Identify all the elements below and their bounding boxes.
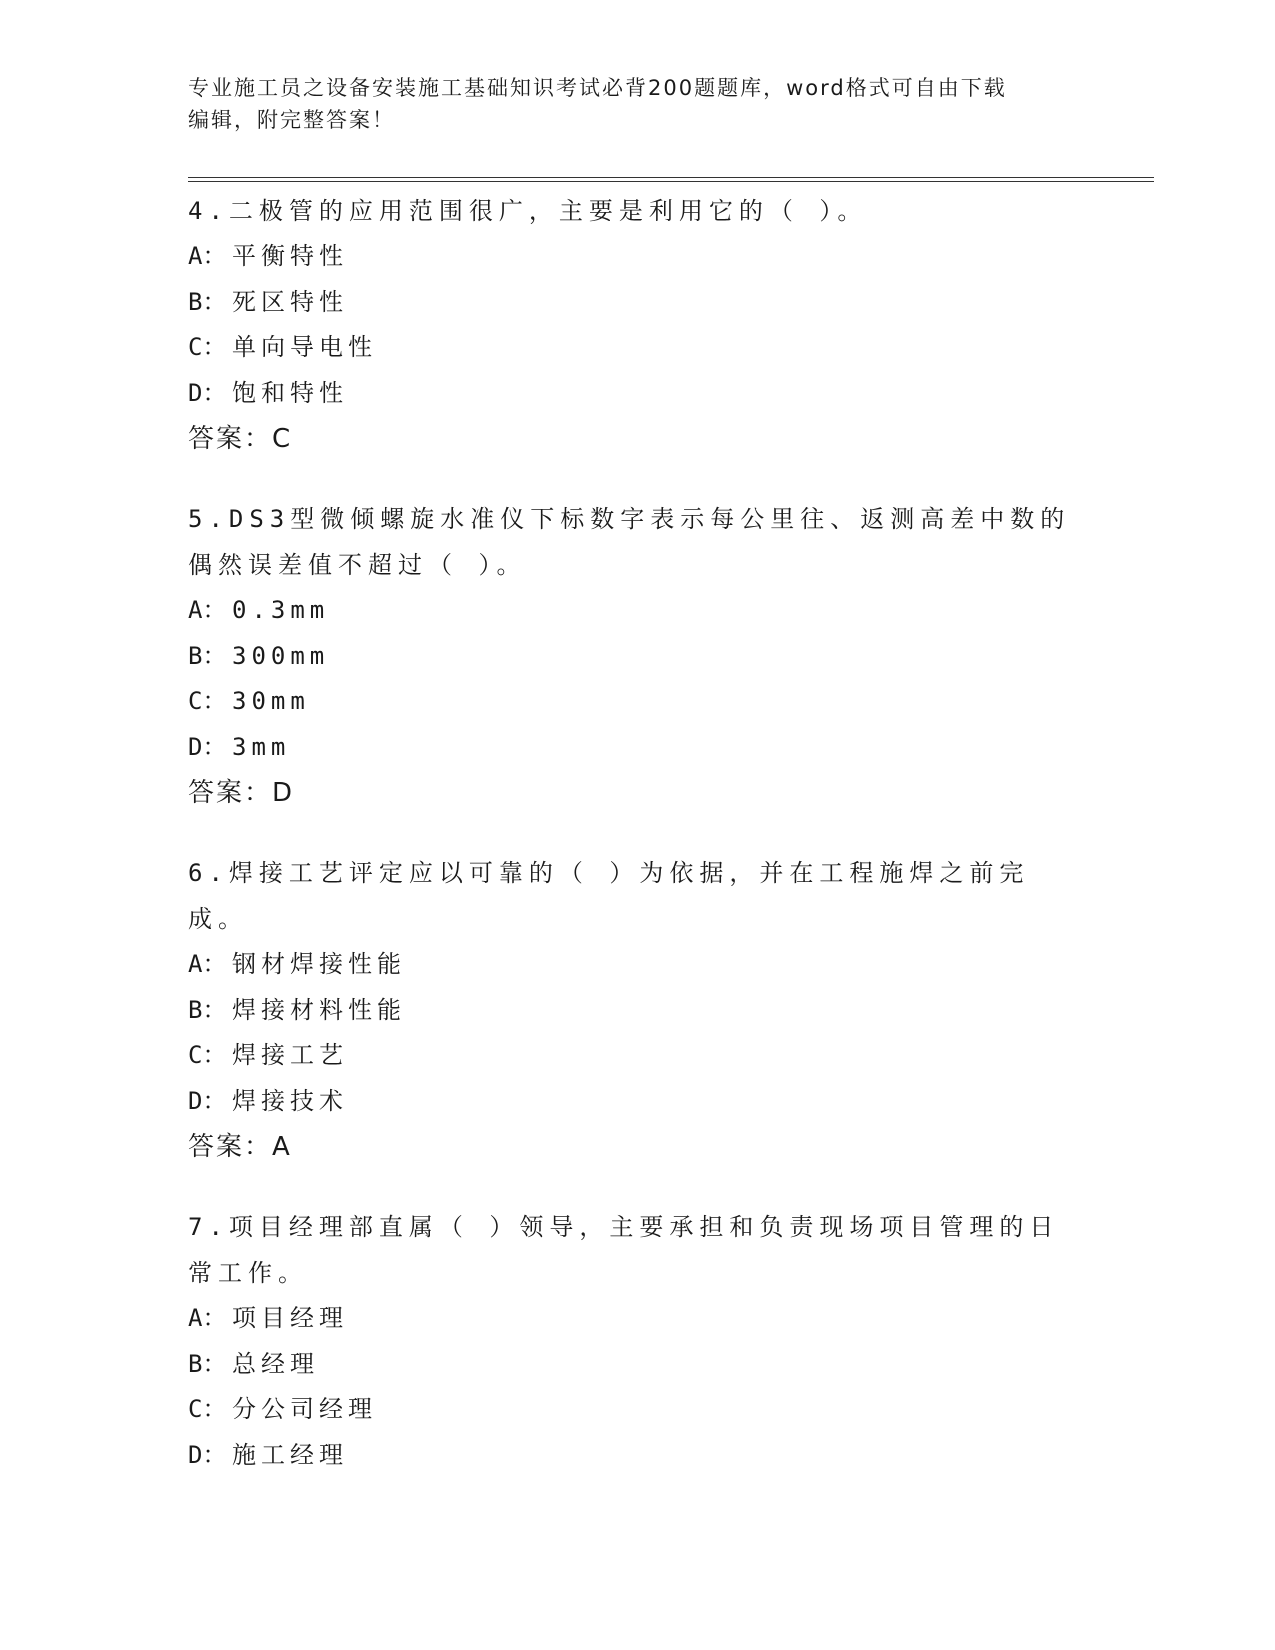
- answer-line: 答案：C: [188, 424, 293, 454]
- question-4: [188, 188, 1088, 462]
- question-stem: 7.项目经理部直属（ ）领导，主要承担和负责现场项目管理的日常工作。: [188, 1213, 1060, 1287]
- option-key: D：: [188, 732, 227, 761]
- option-b: [188, 1342, 1088, 1388]
- option-a: [188, 588, 1088, 634]
- option-b: [188, 280, 1088, 326]
- option-text: 钢材焊接性能: [232, 950, 406, 978]
- header-line-1: 专业施工员之设备安装施工基础知识考试必背200题题库，word格式可自由下载: [188, 76, 1007, 100]
- option-c: [188, 325, 1088, 371]
- option-text: 30mm: [232, 687, 310, 715]
- option-c: [188, 1387, 1088, 1433]
- option-text: 施工经理: [232, 1440, 348, 1469]
- option-key: B：: [188, 995, 227, 1024]
- option-d: [188, 725, 1088, 771]
- option-text: 3mm: [232, 732, 291, 761]
- option-d: [188, 1079, 1088, 1125]
- option-key: C：: [188, 333, 227, 361]
- option-text: 平衡特性: [232, 242, 348, 270]
- option-key: A：: [188, 596, 227, 624]
- option-key: A：: [188, 1304, 227, 1332]
- question-stem: 4.二极管的应用范围很广，主要是利用它的（ ）。: [188, 197, 868, 225]
- option-text: 死区特性: [232, 287, 348, 316]
- option-text: 300mm: [232, 641, 330, 670]
- question-stem: 5.DS3型微倾螺旋水准仪下标数字表示每公里往、返测高差中数的偶然误差值不超过（ ）。: [188, 505, 1071, 579]
- option-key: D：: [188, 378, 227, 407]
- option-key: D：: [188, 1440, 227, 1469]
- question-6: [188, 850, 1088, 1170]
- option-key: B：: [188, 287, 227, 316]
- option-text: 焊接技术: [232, 1086, 348, 1115]
- option-text: 单向导电性: [232, 333, 377, 361]
- option-text: 总经理: [232, 1349, 319, 1378]
- document-header: [188, 72, 1088, 136]
- option-key: C：: [188, 1041, 227, 1069]
- option-a: [188, 1296, 1088, 1342]
- option-text: 项目经理: [232, 1304, 348, 1332]
- option-c: [188, 679, 1088, 725]
- option-a: [188, 234, 1088, 280]
- option-text: 分公司经理: [232, 1395, 377, 1423]
- question-stem: 6.焊接工艺评定应以可靠的（ ）为依据，并在工程施焊之前完成。: [188, 859, 1030, 933]
- option-text: 焊接材料性能: [232, 995, 406, 1024]
- option-key: A：: [188, 242, 227, 270]
- option-b: [188, 634, 1088, 680]
- option-key: D：: [188, 1086, 227, 1115]
- question-list: [188, 188, 1088, 1512]
- option-text: 焊接工艺: [232, 1041, 348, 1069]
- answer-line: 答案：A: [188, 1132, 292, 1162]
- header-line-2: 编辑，附完整答案！: [188, 108, 395, 132]
- option-text: 0.3mm: [232, 596, 330, 624]
- option-key: B：: [188, 1349, 227, 1378]
- option-b: [188, 988, 1088, 1034]
- header-double-rule: [188, 177, 1154, 182]
- option-key: C：: [188, 1395, 227, 1423]
- question-5: [188, 496, 1088, 816]
- option-d: [188, 371, 1088, 417]
- option-d: [188, 1433, 1088, 1479]
- option-c: [188, 1033, 1088, 1079]
- question-7: [188, 1204, 1088, 1478]
- option-key: A：: [188, 950, 227, 978]
- option-a: [188, 942, 1088, 988]
- option-key: B：: [188, 641, 227, 670]
- option-key: C：: [188, 687, 227, 715]
- option-text: 饱和特性: [232, 378, 348, 407]
- answer-line: 答案：D: [188, 778, 295, 808]
